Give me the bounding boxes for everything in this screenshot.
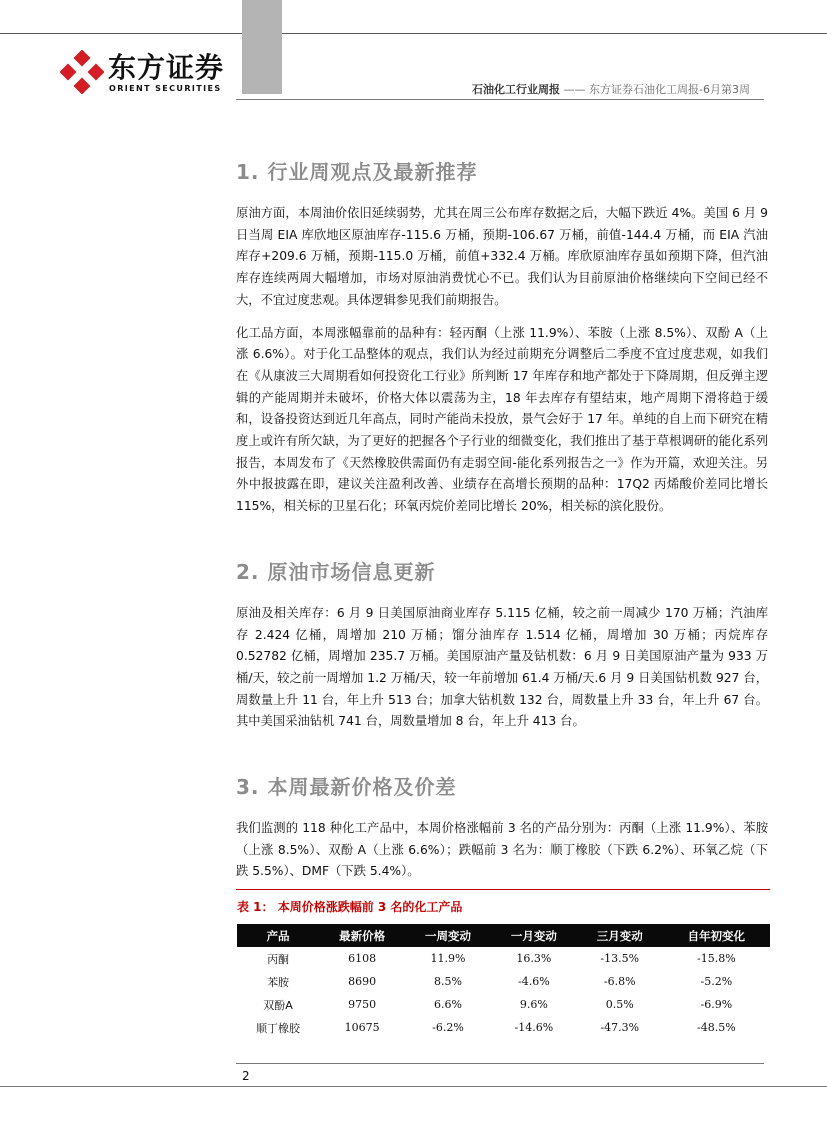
column-header: 自年初变化	[663, 924, 770, 947]
table-cell: -48.5%	[696, 1021, 736, 1034]
logo-chinese-name: 东方证券	[108, 51, 225, 84]
logo-english-name: ORIENT SECURITIES	[109, 84, 222, 93]
section-2-title: 2. 原油市场信息更新	[236, 559, 436, 584]
column-header: 产品	[237, 924, 319, 947]
section-1-paragraph-1: 原油方面，本周油价依旧延续弱势，尤其在周三公布库存数据之后，大幅下跌近 4%。美国 6 月 9 日当周 EIA 库欣地区原油库存-115.6 万桶，预期-106.67 万桶，前值-144.4 万桶，而 EIA 汽油库存+209.6 万桶，预期-115.0 万桶，前值+332.4 万桶。库欣原油库存虽如预期下降，但汽油库存连续两周大幅增加，市场对原油消费忧心不已。我们认为目前原油价格继续向下空间已经不大，不宜过度悲观。具体逻辑参见我们前期报告。	[236, 206, 768, 307]
table-cell: 10675	[344, 1021, 380, 1034]
table-cell: 11.9%	[430, 952, 466, 965]
header-gray-tab	[242, 0, 282, 94]
table-cell: -47.3%	[600, 1021, 640, 1034]
table-cell: 16.3%	[516, 952, 552, 965]
top-rule	[0, 33, 827, 34]
table-cell: 0.5%	[605, 998, 634, 1011]
page-number: 2	[242, 1069, 250, 1083]
table-cell: 8.5%	[433, 975, 462, 988]
table-cell: -6.9%	[700, 998, 733, 1011]
table-cell: 苯胺	[267, 975, 290, 989]
table-cell: -4.6%	[517, 975, 550, 988]
section-3-paragraph-1: 我们监测的 118 种化工产品中，本周价格涨幅前 3 名的产品分别为：丙酮（上涨 11.9%）、苯胺（上涨 8.5%）、双酚 A（上涨 6.6%）；跌幅前 3 名为：顺丁橡胶（下跌 6.2%）、环氧乙烷（下跌 5.5%）、DMF（下跌 5.4%）。	[236, 821, 768, 879]
section-3-title: 3. 本周最新价格及价差	[236, 775, 457, 800]
table-cell: -15.8%	[696, 952, 736, 965]
header-rule	[236, 99, 764, 100]
column-header: 三月变动	[577, 924, 663, 947]
report-body	[236, 158, 768, 883]
section-1-title: 1. 行业周观点及最新推荐	[236, 160, 478, 184]
table-header-row	[237, 924, 770, 947]
table-top-rule	[236, 889, 770, 890]
price-change-table	[237, 924, 770, 1039]
table-cell: 顺丁橡胶	[256, 1021, 301, 1035]
table-cell: 6108	[348, 952, 377, 965]
table-cell: 9750	[348, 998, 377, 1011]
table-cell: -6.2%	[432, 1021, 464, 1034]
bottom-rule	[0, 1086, 827, 1087]
table-cell: 8690	[348, 975, 377, 988]
header-dash: ——	[563, 83, 589, 96]
section-2-paragraph-1: 原油及相关库存：6 月 9 日美国原油商业库存 5.115 亿桶，较之前一周减少 170 万桶；汽油库存 2.424 亿桶，周增加 210 万桶；馏分油库存 1.514 亿桶，周增加 30 万桶；丙烷库存 0.52782 亿桶，周增加 235.7 万桶。美国原油产量及钻机数：6 月 9 日美国原油产量为 933 万桶/天，较之前一周增加 1.2 万桶/天，较一年前增加 61.4 万桶/天.6 月 9 日美国钻机数 927 台，周数量上升 11 台，年上升 513 台；加拿大钻机数 132 台，周数量上升 33 台，年上升 67 台。其中美国采油钻机 741 台，周数量增加 8 台，年上升 413 台。	[236, 605, 768, 729]
table-cell: -6.8%	[603, 975, 636, 988]
table-cell: -14.6%	[514, 1021, 554, 1034]
price-change-table-block	[236, 889, 770, 1039]
report-title: 东方证券石油化工周报-6月第3周	[589, 83, 750, 96]
table-row	[237, 947, 770, 970]
table-caption: 表 1： 本周价格涨跌幅前 3 名的化工产品	[237, 900, 463, 914]
table-cell: 6.6%	[433, 998, 462, 1011]
report-series: 石油化工行业周报	[472, 83, 560, 96]
table-cell: -5.2%	[700, 975, 733, 988]
orient-securities-logo	[60, 50, 240, 96]
column-header: 一月变动	[491, 924, 577, 947]
section-1-paragraph-2: 化工品方面，本周涨幅靠前的品种有：轻丙酮（上涨 11.9%）、苯胺（上涨 8.5%）、双酚 A（上涨 6.6%）。对于化工品整体的观点，我们认为经过前期充分调整后二季度不宜过度悲观，如我们在《从康波三大周期看如何投资化工行业》所判断 17 年库存和地产都处于下降周期，但反弹主逻辑的产能周期并未破坏，价格大体以震荡为主，18 年去库存有望结束，地产周期下滑将趋于缓和，设备投资达到近几年高点，同时产能尚未投放，景气会好于 17 年。单纯的自上而下研究在精度上或许有所欠缺，为了更好的把握各个子行业的细微变化，我们推出了基于草根调研的能化系列报告，本周发布了《天然橡胶供需面仍有走弱空间-能化系列报告之一》作为开篇，欢迎关注。另外中报披露在即，建议关注盈利改善、业绩存在高增长预期的品种：17Q2 丙烯酸价差同比增长 115%，相关标的卫星石化；环氧丙烷价差同比增长 20%，相关标的滨化股份。	[236, 325, 768, 514]
logo-mark-icon	[60, 50, 104, 94]
table-row	[237, 1016, 770, 1039]
report-header	[472, 81, 750, 97]
column-header: 一周变动	[405, 924, 491, 947]
table-cell: -13.5%	[600, 952, 640, 965]
table-row	[237, 993, 770, 1016]
table-cell: 9.6%	[519, 998, 548, 1011]
footer-rule	[236, 1063, 764, 1064]
table-cell: 双酚A	[263, 998, 293, 1012]
table-cell: 丙酮	[267, 952, 290, 966]
table-row	[237, 970, 770, 993]
column-header: 最新价格	[319, 924, 405, 947]
